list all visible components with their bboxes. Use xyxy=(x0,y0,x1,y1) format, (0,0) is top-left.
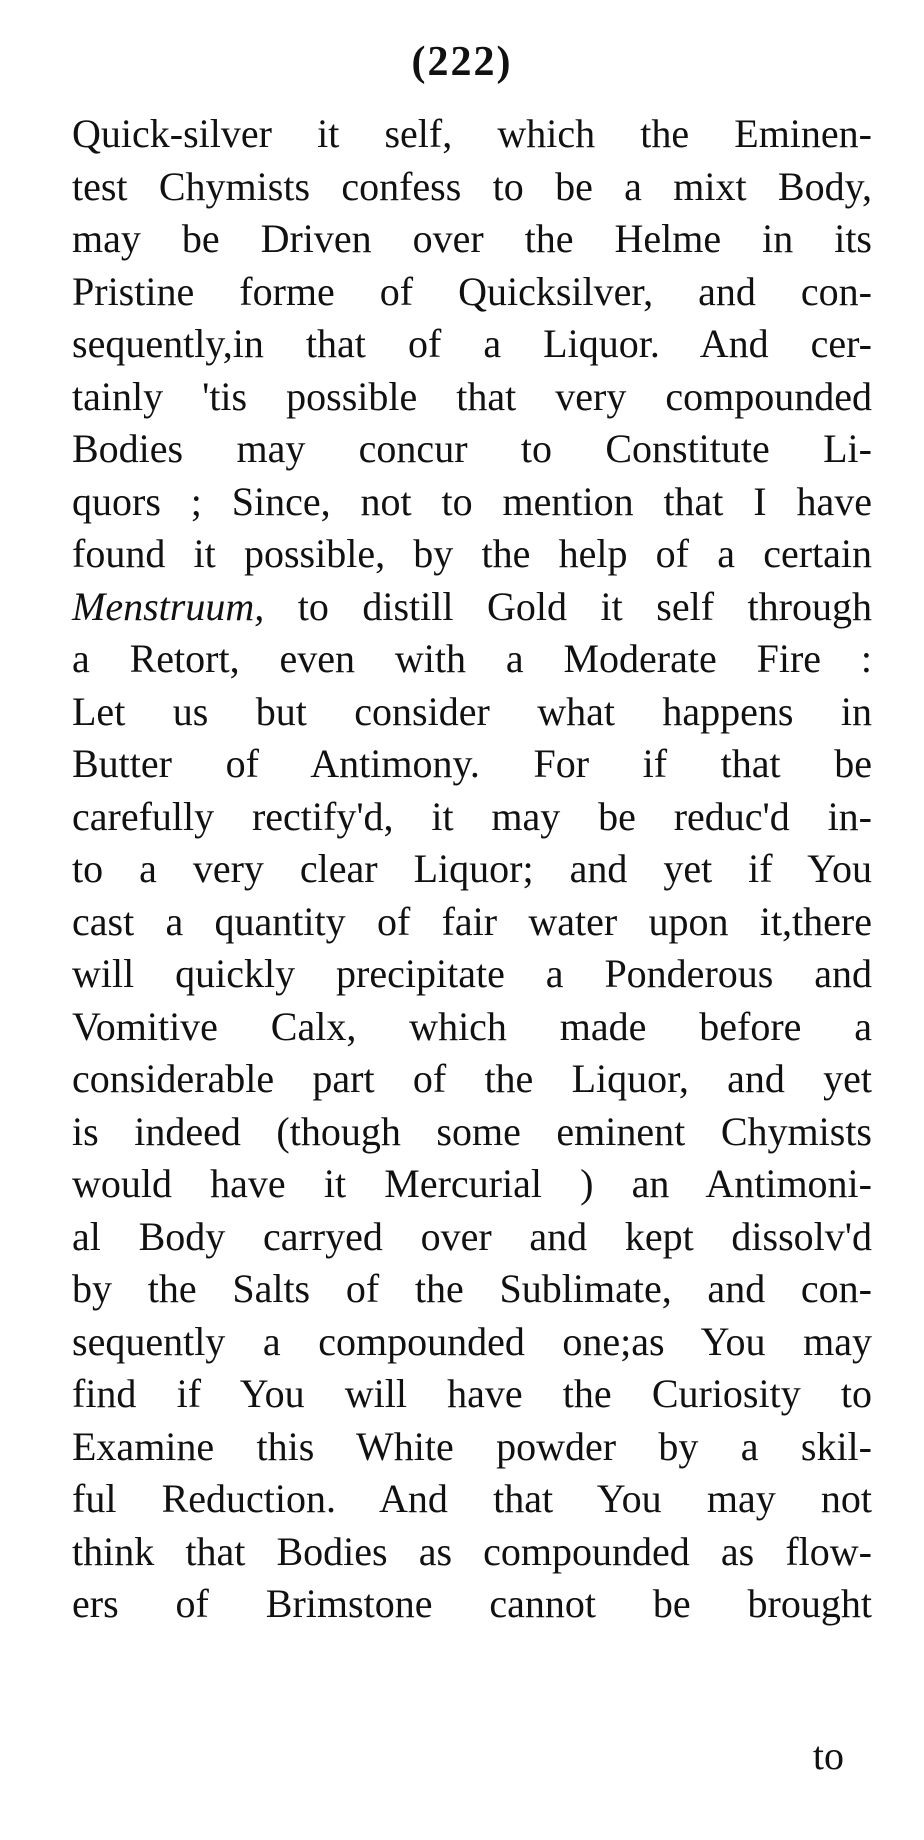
text-line: is indeed (though some eminent Chymists xyxy=(72,1108,872,1154)
text-line: Bodies may concur to Constitute Li- xyxy=(72,426,872,471)
text-line: quors ; Since, not to mention that I have xyxy=(72,478,872,524)
catchword: to xyxy=(812,1733,844,1778)
text-line: think that Bodies as compounded as flow- xyxy=(72,1528,872,1574)
text-line-menstruum xyxy=(72,581,872,634)
text-line: Examine this White powder by a skil- xyxy=(72,1423,872,1469)
page-number: (222) xyxy=(411,39,513,85)
text-line: find if You will have the Curiosity to xyxy=(72,1371,872,1416)
text-line: considerable part of the Liquor, and yet xyxy=(72,1056,872,1101)
text-line: to a very clear Liquor; and yet if You xyxy=(72,846,872,891)
text-line: will quickly precipitate a Ponderous and xyxy=(72,951,872,996)
text-line: ful Reduction. And that You may not xyxy=(72,1476,872,1521)
text-line: may be Driven over the Helme in its xyxy=(72,216,872,261)
text-line: Let us but consider what happens in xyxy=(72,688,872,734)
text-line: carefully rectify'd, it may be reduc'd in- xyxy=(72,793,872,839)
text-line: ers of Brimstone cannot be brought xyxy=(72,1581,872,1626)
text-line: a Retort, even with a Moderate Fire : xyxy=(72,636,872,681)
text-line: cast a quantity of fair water upon it,there xyxy=(72,898,872,944)
menstruum-rest: to distill Gold it self through xyxy=(264,583,872,629)
text-line: Vomitive Calx, which made before a xyxy=(72,1003,872,1049)
text-line: by the Salts of the Sublimate, and con- xyxy=(72,1266,872,1311)
text-line: sequently,in that of a Liquor. And cer- xyxy=(72,321,872,366)
text-line: test Chymists confess to be a mixt Body, xyxy=(72,163,872,209)
text-line: would have it Mercurial ) an Antimoni- xyxy=(72,1161,872,1206)
text-line: sequently a compounded one;as You may xyxy=(72,1318,872,1364)
text-line: Pristine forme of Quicksilver, and con- xyxy=(72,268,872,314)
text-line: found it possible, by the help of a certain xyxy=(72,531,872,576)
body-text xyxy=(72,108,872,1631)
text-line: Quick-silver it self, which the Eminen- xyxy=(72,111,872,156)
text-line: al Body carryed over and kept dissolv'd xyxy=(72,1213,872,1259)
menstruum-italic: Menstruum, xyxy=(72,583,265,629)
text-line: tainly 'tis possible that very compounded xyxy=(72,373,872,419)
text-line: Butter of Antimony. For if that be xyxy=(72,741,872,786)
